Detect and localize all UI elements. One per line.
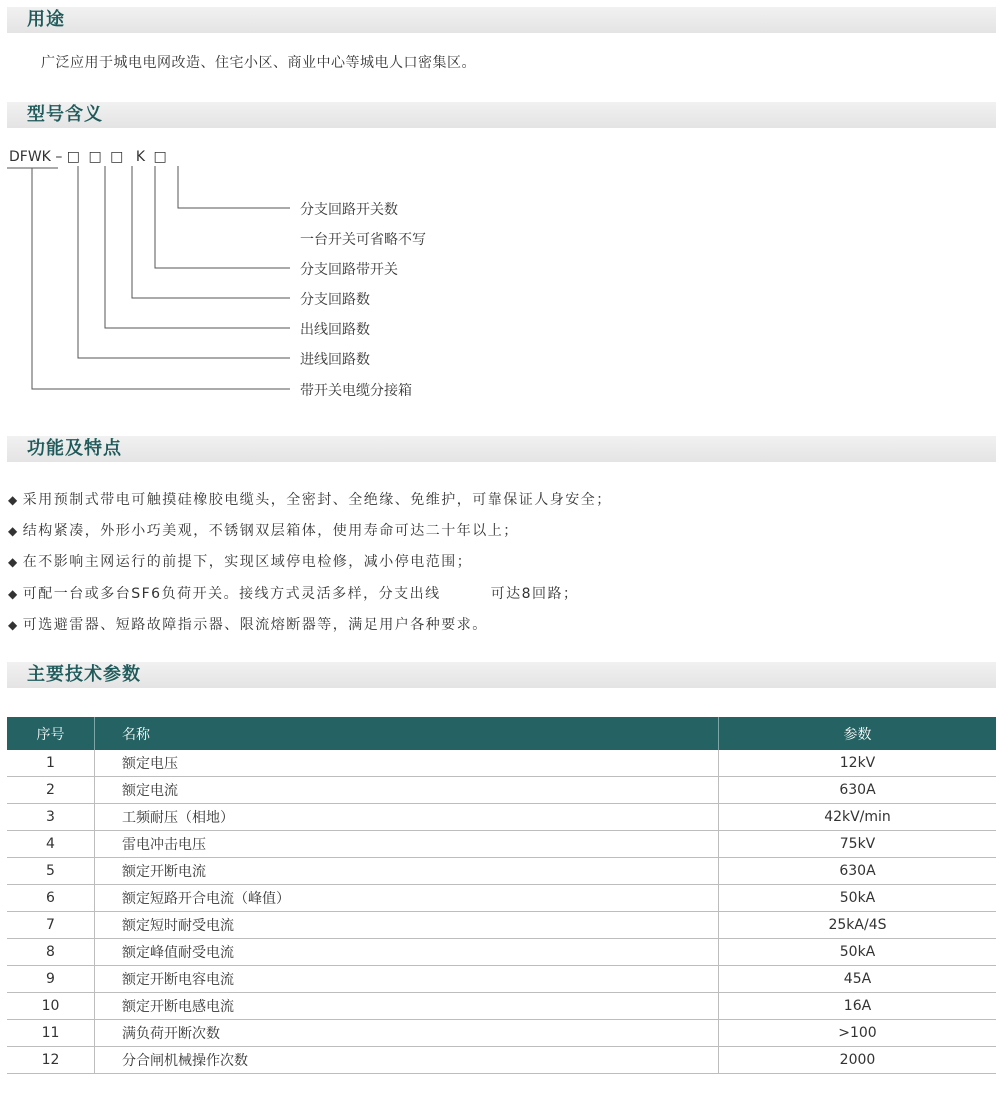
- row-index: 7: [7, 912, 95, 939]
- diamond-bullet-icon: ◆: [8, 618, 19, 632]
- row-name: 工频耐压（相地）: [95, 804, 719, 831]
- legend-branch-count: 分支回路数: [300, 292, 370, 308]
- row-name: 额定开断电流: [95, 858, 719, 885]
- table-row: [7, 831, 996, 858]
- row-value: 25kA/4S: [719, 912, 997, 939]
- row-index: 2: [7, 777, 95, 804]
- model-dash: –: [55, 149, 63, 165]
- model-code: [9, 149, 167, 165]
- feature-item: [8, 489, 612, 509]
- legend-outgoing-count: 出线回路数: [300, 322, 370, 338]
- row-name: 额定电压: [95, 750, 719, 777]
- row-name: 雷电冲击电压: [95, 831, 719, 858]
- section-header-model: [7, 102, 996, 128]
- row-value: 16A: [719, 993, 997, 1020]
- table-row: [7, 939, 996, 966]
- section-header-params: [7, 662, 996, 688]
- row-value: 42kV/min: [719, 804, 997, 831]
- row-name: 额定峰值耐受电流: [95, 939, 719, 966]
- table-row: [7, 858, 996, 885]
- header-index: 序号: [7, 717, 95, 750]
- row-value: 75kV: [719, 831, 997, 858]
- model-box-2: □: [88, 149, 102, 165]
- row-index: 8: [7, 939, 95, 966]
- row-name: 额定电流: [95, 777, 719, 804]
- legend-incoming-count: 进线回路数: [300, 352, 370, 368]
- row-value: 50kA: [719, 939, 997, 966]
- header-name: 名称: [95, 717, 719, 750]
- row-index: 9: [7, 966, 95, 993]
- params-table: [7, 717, 996, 1074]
- feature-text: 采用预制式带电可触摸硅橡胶电缆头，全密封、全绝缘、免维护，可靠保证人身安全；: [22, 492, 612, 508]
- header-value: 参数: [719, 717, 997, 750]
- model-prefix: DFWK: [9, 149, 51, 165]
- usage-text: 广泛应用于城电电网改造、住宅小区、商业中心等城电人口密集区。: [41, 55, 476, 71]
- diamond-bullet-icon: ◆: [8, 555, 19, 569]
- row-index: 3: [7, 804, 95, 831]
- diamond-bullet-icon: ◆: [8, 493, 19, 507]
- table-row: [7, 1047, 996, 1074]
- section-title-usage: 用途: [27, 9, 65, 30]
- row-value: 12kV: [719, 750, 997, 777]
- table-row: [7, 885, 996, 912]
- legend-cable-box: 带开关电缆分接箱: [300, 383, 412, 399]
- table-row: [7, 750, 996, 777]
- feature-text: 在不影响主网运行的前提下，实现区域停电检修，减小停电范围；: [22, 554, 473, 570]
- table-header-row: [7, 717, 996, 750]
- row-value: 630A: [719, 777, 997, 804]
- row-index: 12: [7, 1047, 95, 1074]
- row-index: 10: [7, 993, 95, 1020]
- table-row: [7, 993, 996, 1020]
- feature-item: [8, 551, 472, 571]
- section-title-params: 主要技术参数: [27, 664, 141, 685]
- table-row: [7, 912, 996, 939]
- feature-item: [8, 583, 579, 603]
- feature-item: [8, 614, 488, 634]
- row-name: 分合闸机械操作次数: [95, 1047, 719, 1074]
- table-row: [7, 777, 996, 804]
- legend-one-switch-omit: 一台开关可省略不写: [300, 232, 426, 248]
- row-value: 45A: [719, 966, 997, 993]
- row-index: 1: [7, 750, 95, 777]
- row-index: 5: [7, 858, 95, 885]
- row-index: 11: [7, 1020, 95, 1047]
- section-title-features: 功能及特点: [27, 438, 122, 459]
- table-row: [7, 1020, 996, 1047]
- row-name: 满负荷开断次数: [95, 1020, 719, 1047]
- diamond-bullet-icon: ◆: [8, 524, 19, 538]
- section-header-usage: [7, 7, 996, 33]
- row-name: 额定开断电感电流: [95, 993, 719, 1020]
- legend-branch-with-switch: 分支回路带开关: [300, 262, 398, 278]
- table-row: [7, 804, 996, 831]
- row-name: 额定短路开合电流（峰值）: [95, 885, 719, 912]
- feature-text: 可配一台或多台SF6负荷开关。接线方式灵活多样，分支出线: [22, 586, 441, 602]
- legend-branch-switch-count: 分支回路开关数: [300, 202, 398, 218]
- section-header-features: [7, 436, 996, 462]
- row-value: 2000: [719, 1047, 997, 1074]
- row-index: 6: [7, 885, 95, 912]
- model-k: K: [135, 149, 146, 165]
- model-box-3: □: [110, 149, 124, 165]
- row-value: 630A: [719, 858, 997, 885]
- row-name: 额定开断电容电流: [95, 966, 719, 993]
- diamond-bullet-icon: ◆: [8, 587, 19, 601]
- feature-text: 结构紧凑，外形小巧美观，不锈钢双层箱体，使用寿命可达二十年以上；: [22, 523, 519, 539]
- row-value: 50kA: [719, 885, 997, 912]
- section-title-model: 型号含义: [27, 104, 103, 125]
- row-name: 额定短时耐受电流: [95, 912, 719, 939]
- model-box-1: □: [66, 149, 80, 165]
- row-index: 4: [7, 831, 95, 858]
- feature-text-cont: 可达8回路；: [490, 586, 579, 602]
- model-box-4: □: [153, 149, 167, 165]
- row-value: >100: [719, 1020, 997, 1047]
- table-row: [7, 966, 996, 993]
- feature-item: [8, 520, 519, 540]
- feature-text: 可选避雷器、短路故障指示器、限流熔断器等，满足用户各种要求。: [22, 617, 488, 633]
